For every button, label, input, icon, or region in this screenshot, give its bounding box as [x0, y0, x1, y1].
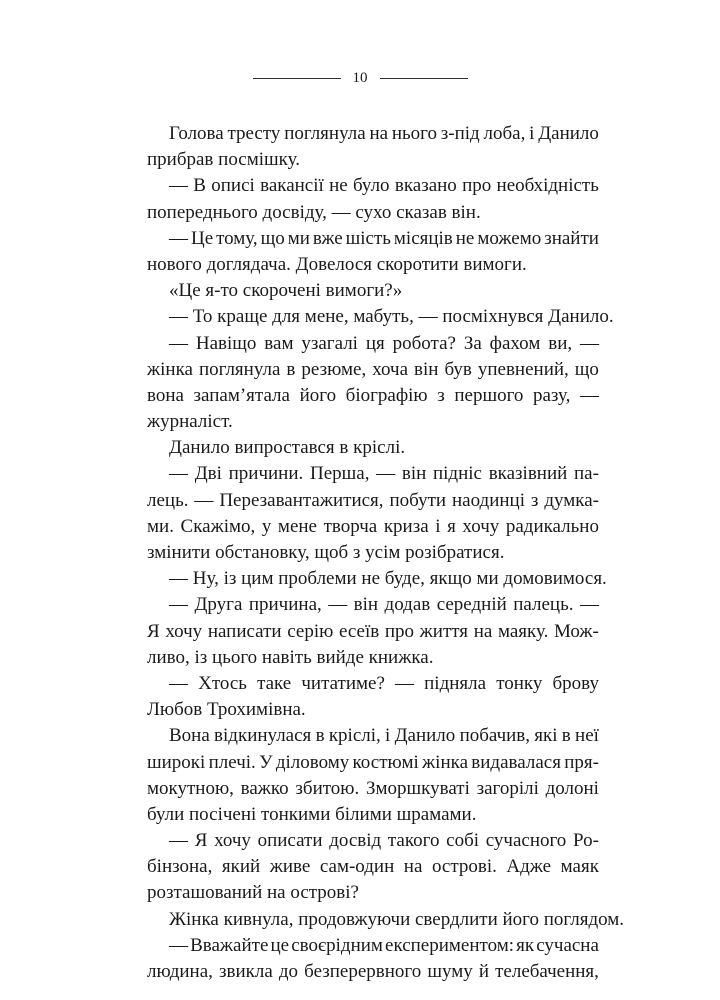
word: маяк	[560, 856, 599, 878]
word: Перезавантажитися,	[219, 489, 384, 511]
text-line	[147, 933, 599, 959]
word: що	[260, 227, 285, 249]
word: —	[169, 332, 188, 354]
word: був	[444, 358, 472, 380]
word: життя	[419, 620, 469, 642]
word: ми	[287, 227, 310, 249]
word: причина,	[248, 594, 322, 616]
page-header	[0, 68, 720, 88]
word: він	[353, 594, 379, 616]
word: поглянула	[198, 358, 281, 380]
text-line: були посічені тонкими білими шрамами.	[147, 803, 477, 825]
word: робота?	[392, 332, 456, 354]
word: видавалася	[471, 751, 561, 773]
text-line: — Ну, із цим проблеми не буде, якщо ми домовимося.	[169, 568, 607, 590]
word: Зморшкуваті	[365, 777, 470, 799]
word: до	[278, 961, 299, 982]
text-line	[147, 331, 599, 357]
text-line	[147, 959, 599, 985]
word: разу,	[533, 384, 571, 406]
word: —	[169, 672, 188, 694]
text-line: прибрав посмішку.	[147, 149, 300, 171]
word: про	[462, 175, 492, 197]
word: резюме,	[301, 358, 367, 380]
word: поглянула	[284, 123, 366, 144]
word: упевнений,	[477, 358, 569, 380]
header-rule-left	[253, 78, 341, 79]
word: причини.	[228, 463, 304, 485]
word: середній	[436, 594, 507, 616]
word: Адже	[506, 856, 552, 878]
word: Друга	[194, 594, 243, 616]
word: на	[403, 856, 423, 878]
word: хочу	[214, 830, 251, 852]
word: і	[529, 123, 535, 144]
word: широкі	[147, 751, 206, 773]
word: безперервного	[304, 961, 422, 982]
word: вакансії	[260, 175, 324, 197]
text-line	[147, 514, 599, 540]
word: —	[169, 830, 188, 852]
word: думка-	[544, 489, 599, 511]
text-line	[147, 723, 599, 749]
word: лець.	[147, 489, 189, 511]
word: тресту	[227, 123, 281, 144]
word: діловому	[275, 751, 350, 773]
word: який	[221, 856, 261, 878]
word: кріслі,	[328, 725, 381, 747]
word: тому,	[216, 227, 258, 249]
word: як	[516, 934, 535, 956]
word: з-під	[440, 123, 480, 144]
word: це	[270, 934, 290, 956]
word: й	[478, 961, 490, 982]
word: хочу	[462, 515, 500, 537]
word: —	[169, 934, 188, 956]
text-line	[147, 173, 599, 199]
text-line	[147, 121, 599, 147]
word: телебачення,	[495, 961, 599, 982]
text-line: — То краще для мене, мабуть, — посміхнувся Данило.	[169, 306, 614, 328]
word: Це	[190, 227, 214, 249]
word: важко	[240, 777, 289, 799]
word: Дві	[194, 463, 222, 485]
word: —	[169, 463, 188, 485]
word: —	[169, 594, 188, 616]
word: —	[579, 594, 599, 616]
text-line: ливо, із цього навіть вийде книжка.	[147, 646, 434, 668]
word: з	[437, 384, 445, 406]
text-line	[147, 671, 599, 697]
word: Ро-	[573, 830, 599, 852]
text-line	[147, 226, 599, 252]
text-line	[147, 828, 599, 854]
text-line: попереднього досвіду, — сухо сказав він.	[147, 201, 481, 223]
text-line: Жінка кивнула, продовжуючи свердлити його поглядом.	[169, 908, 625, 930]
word: Вважайте	[190, 934, 269, 956]
word: на	[473, 620, 493, 642]
word: людина,	[147, 961, 213, 982]
word: собі	[446, 830, 480, 852]
word: з	[530, 489, 539, 511]
text-line: нового доглядача. Довелося скоротити вимоги.	[147, 253, 527, 275]
word: палець.	[513, 594, 574, 616]
word: есеїв	[338, 620, 380, 642]
word: острові.	[431, 856, 497, 878]
word: про	[384, 620, 415, 642]
word: експериментом:	[385, 934, 515, 956]
word: серію	[287, 620, 334, 642]
text-line	[147, 776, 599, 802]
word: знайти	[544, 227, 599, 249]
text-line: «Це я-то скорочені вимоги?»	[169, 280, 403, 302]
word: у	[261, 515, 272, 537]
word: запам’ятала	[193, 384, 290, 406]
text-line	[147, 619, 599, 645]
word: побачив,	[459, 725, 531, 747]
word: фахом	[489, 332, 541, 354]
word: в	[315, 725, 325, 747]
word: не	[329, 175, 348, 197]
word: він	[401, 463, 427, 485]
word: ця	[365, 332, 385, 354]
word: читатиме?	[301, 672, 385, 694]
word: Данило	[538, 123, 599, 144]
word: Хтось	[198, 672, 247, 694]
text-line	[147, 592, 599, 618]
word: радикально	[505, 515, 599, 537]
word: —	[579, 384, 599, 406]
word: Вона	[169, 725, 210, 747]
word: в	[561, 725, 571, 747]
word: і	[435, 515, 441, 537]
word: неї	[575, 725, 599, 747]
word: що	[574, 358, 599, 380]
word: шість	[345, 227, 391, 249]
page-number: 10	[352, 70, 368, 86]
word: Скажімо,	[180, 515, 256, 537]
word: жінка	[147, 358, 193, 380]
word: узагалі	[301, 332, 358, 354]
word: описати	[257, 830, 323, 852]
word: необхідність	[496, 175, 599, 197]
word: і	[385, 725, 391, 747]
word: своєрідним	[291, 934, 383, 956]
word: Перша,	[309, 463, 370, 485]
word: написати	[207, 620, 282, 642]
text-line: Любов Трохимівна.	[147, 699, 306, 721]
word: хоча	[372, 358, 409, 380]
word: такого	[387, 830, 440, 852]
text-line	[147, 750, 599, 776]
word: вже	[312, 227, 343, 249]
word: криза	[383, 515, 429, 537]
word: маяку.	[497, 620, 549, 642]
word: додав	[384, 594, 431, 616]
word: я	[447, 515, 456, 537]
word: на	[369, 123, 389, 144]
word: досвід	[329, 830, 382, 852]
word: шуму	[427, 961, 473, 982]
word: відкинулася	[214, 725, 312, 747]
word: —	[579, 332, 599, 354]
word: Мож-	[553, 620, 599, 642]
word: —	[395, 672, 415, 694]
word: звикла	[219, 961, 273, 982]
word: плечі.	[208, 751, 256, 773]
word: загорілі	[476, 777, 539, 799]
word: пря-	[564, 751, 599, 773]
word: —	[169, 227, 188, 249]
text-line	[147, 461, 599, 487]
word: місяців	[393, 227, 453, 249]
word: його	[299, 384, 337, 406]
word: в	[286, 358, 296, 380]
word: описі	[211, 175, 255, 197]
word: сам-один	[319, 856, 395, 878]
word: побути	[389, 489, 447, 511]
word: наодинці	[451, 489, 525, 511]
word: костюмі	[352, 751, 419, 773]
word: було	[352, 175, 390, 197]
text-line: розташований на острові?	[147, 882, 359, 904]
word: біографію	[345, 384, 428, 406]
word: вказано	[394, 175, 457, 197]
word: які	[534, 725, 558, 747]
word: вона	[147, 384, 184, 406]
word: збитою.	[295, 777, 360, 799]
word: сучасного	[485, 830, 567, 852]
word: хочу	[165, 620, 203, 642]
text-line: журналіст.	[147, 411, 233, 433]
word: Данило	[394, 725, 456, 747]
word: нього	[391, 123, 437, 144]
text-line: Данило випростався в кріслі.	[169, 437, 406, 459]
word: творча	[323, 515, 378, 537]
word: вам	[264, 332, 294, 354]
word: —	[376, 463, 396, 485]
text-line: змінити обстановку, щоб з усім розібратися.	[147, 542, 505, 563]
word: підніс	[432, 463, 482, 485]
word: Навіщо	[195, 332, 257, 354]
word: жінка	[422, 751, 468, 773]
word: За	[463, 332, 482, 354]
text-line	[147, 488, 599, 514]
word: Голова	[169, 123, 224, 144]
word: він	[414, 358, 439, 380]
word: першого	[454, 384, 524, 406]
word: мене	[277, 515, 317, 537]
word: підняла	[424, 672, 487, 694]
word: тонку	[496, 672, 543, 694]
word: таке	[257, 672, 292, 694]
word: ми.	[147, 515, 174, 537]
word: долоні	[545, 777, 599, 799]
word: можемо	[477, 227, 542, 249]
word: ви,	[548, 332, 573, 354]
word: У	[259, 751, 273, 773]
header-rule-right	[380, 78, 468, 79]
text-line	[147, 357, 599, 383]
word: В	[193, 175, 206, 197]
word: бінзона,	[147, 856, 213, 878]
word: Я	[147, 620, 160, 642]
word: —	[169, 175, 188, 197]
word: мокутною,	[147, 777, 234, 799]
word: Я	[194, 830, 208, 852]
body-text	[147, 121, 625, 985]
word: живе	[269, 856, 311, 878]
text-line	[147, 854, 599, 880]
text-line	[147, 383, 599, 409]
word: па-	[574, 463, 599, 485]
word: —	[194, 489, 214, 511]
word: —	[328, 594, 348, 616]
word: сучасна	[536, 934, 599, 956]
word: не	[455, 227, 475, 249]
word: лоба,	[483, 123, 526, 144]
word: вказівний	[488, 463, 568, 485]
word: брову	[552, 672, 599, 694]
